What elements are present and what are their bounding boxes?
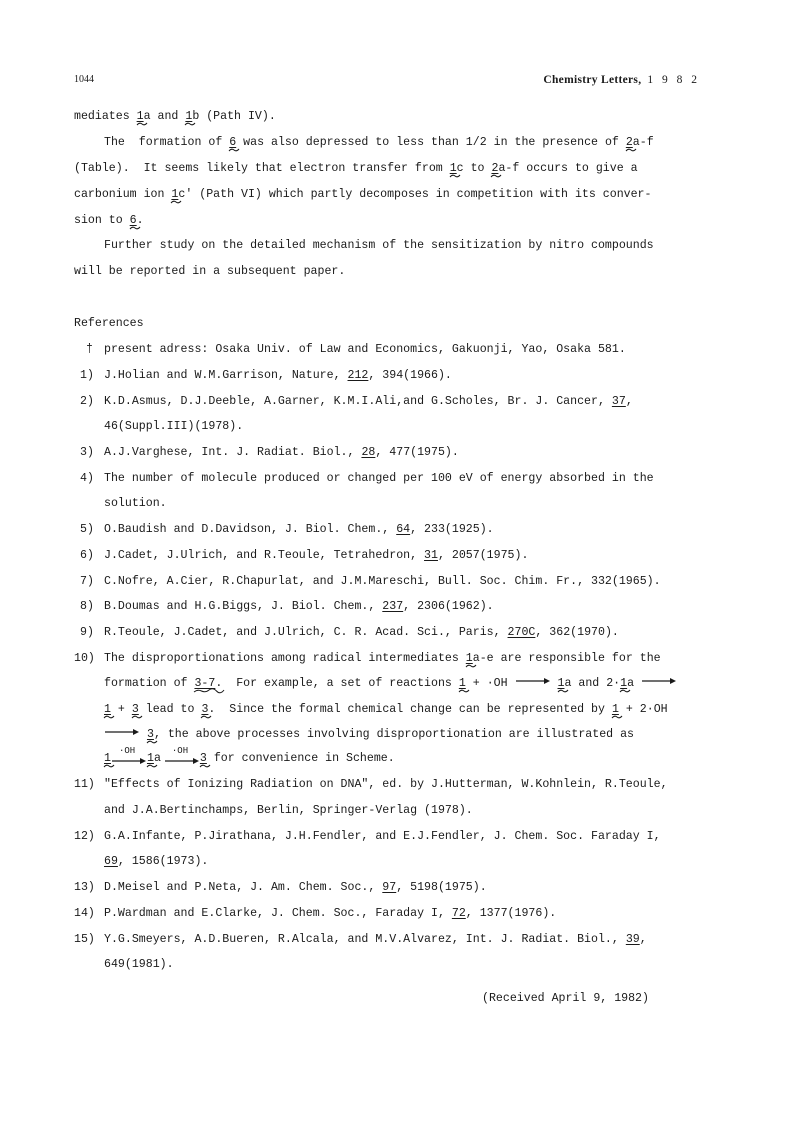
- compound-label: [459, 677, 466, 691]
- compound-label: [132, 703, 139, 717]
- reference-text: [104, 933, 647, 947]
- volume-number: 37: [611, 395, 626, 408]
- text: c to: [456, 162, 492, 175]
- tilde-mark: [132, 715, 142, 719]
- compound-label: [466, 652, 473, 666]
- reference-number: 15): [74, 933, 95, 946]
- text: D.Meisel and P.Neta, J. Am. Chem. Soc.,: [104, 881, 383, 894]
- text: , 5198(1975).: [396, 881, 487, 894]
- compound-number: 1: [620, 677, 628, 690]
- text: P.Wardman and E.Clarke, J. Chem. Soc., Faraday I,: [104, 907, 452, 920]
- compound-number: 1: [185, 110, 193, 123]
- compound-label: [130, 214, 137, 228]
- tilde-mark: [137, 122, 147, 126]
- journal-year: 1 9 8 2: [647, 74, 700, 86]
- text: sion to: [74, 214, 130, 227]
- compound-number: 1: [465, 652, 473, 665]
- compound-label: [612, 703, 619, 717]
- reference-text: [104, 600, 494, 614]
- reference-number: 14): [74, 907, 95, 920]
- reference-text-continued: solution.: [104, 497, 167, 510]
- reference-text-continued: [104, 855, 208, 869]
- journal-title: [543, 74, 700, 86]
- volume-number: 31: [424, 549, 438, 562]
- text: a-e are responsible for the: [472, 652, 661, 665]
- compound-number: 1: [449, 162, 457, 175]
- text: a-f: [632, 136, 654, 149]
- compound-label: [201, 703, 208, 717]
- compound-label: [626, 136, 633, 150]
- compound-number: 1: [136, 110, 144, 123]
- volume-number: 69: [104, 855, 118, 868]
- text: + 2·OH: [618, 703, 668, 716]
- reference-number: 1): [80, 369, 94, 382]
- body-line-2: [104, 136, 654, 150]
- tilde-mark: [491, 174, 501, 178]
- labeled-arrow: [164, 746, 200, 766]
- body-line-6: Further study on the detailed mechanism of the sensitization by nitro compounds: [104, 239, 654, 252]
- tilde-mark: [450, 174, 460, 178]
- reference-number: 12): [74, 830, 95, 843]
- tilde-mark: [459, 689, 469, 693]
- compound-label: [137, 110, 144, 124]
- reference-number: 6): [80, 549, 94, 562]
- radical-label: ·OH: [486, 677, 508, 690]
- reference-text: [104, 881, 487, 895]
- reaction-arrow-icon: [111, 757, 147, 765]
- text: R.Teoule, J.Cadet, and J.Ulrich, C. R. Acad. Sci., Paris,: [104, 626, 508, 639]
- compound-number: 1: [557, 677, 565, 690]
- volume-number: 72: [451, 907, 466, 920]
- volume-number: 39: [625, 933, 640, 946]
- compound-number: 3: [199, 752, 207, 765]
- reference-text-continued: 46(Suppl.III)(1978).: [104, 420, 244, 433]
- text: c' (Path VI) which partly decomposes in competition with its conver-: [178, 188, 652, 201]
- reference-text: [104, 652, 661, 666]
- reference-number: 3): [80, 446, 94, 459]
- reference-text-continued: 649(1981).: [104, 958, 174, 971]
- volume-number: 28: [361, 446, 376, 459]
- reference-number: 5): [80, 523, 94, 536]
- reference-number: 2): [80, 395, 94, 408]
- text: a and 2·: [564, 677, 621, 690]
- tilde-mark: [147, 740, 157, 744]
- volume-number: 237: [382, 600, 404, 613]
- tilde-mark: [620, 689, 630, 693]
- tilde-mark: [466, 664, 476, 668]
- page-number: 1044: [74, 74, 94, 85]
- compound-label: [147, 728, 154, 742]
- reaction-arrow-icon: [515, 677, 551, 685]
- tilde-mark: [147, 764, 157, 768]
- reference-text-continued: and J.A.Bertinchamps, Berlin, Springer-Verlag (1978).: [104, 804, 473, 817]
- reference-number: 10): [74, 652, 95, 665]
- text: J.Holian and W.M.Garrison, Nature,: [104, 369, 348, 382]
- volume-number: 64: [396, 523, 411, 536]
- compound-number: 1: [104, 703, 111, 716]
- body-line-3: [74, 162, 638, 176]
- reference-text-continued: [104, 728, 634, 742]
- text: , 2057(1975).: [437, 549, 529, 562]
- text: K.D.Asmus, D.J.Deeble, A.Garner, K.M.I.Ali,and G.Scholes, Br. J. Cancer,: [104, 395, 612, 408]
- volume-number: 97: [382, 881, 397, 894]
- text: lead to: [138, 703, 202, 716]
- reference-text: [104, 626, 619, 640]
- compound-number: 3: [131, 703, 139, 716]
- reference-text: [104, 907, 556, 921]
- body-line-5: [74, 214, 144, 228]
- references-heading: References: [74, 317, 144, 330]
- text: +: [110, 703, 132, 716]
- text: The disproportionations among radical intermediates: [104, 652, 466, 665]
- reference-number: 11): [74, 778, 95, 791]
- reference-marker: †: [86, 343, 93, 356]
- reference-text: present adress: Osaka Univ. of Law and Economics, Gakuonji, Yao, Osaka 581.: [104, 343, 626, 356]
- reaction-arrow-icon: [641, 677, 677, 685]
- compound-number: 1: [146, 752, 154, 765]
- compound-number: 6: [229, 136, 237, 149]
- reference-text: G.A.Infante, P.Jirathana, J.H.Fendler, and E.J.Fendler, J. Chem. Soc. Faraday I,: [104, 830, 661, 843]
- text: , 477(1975).: [375, 446, 459, 459]
- text: The formation of: [104, 136, 230, 149]
- compound-number: 2: [491, 162, 499, 175]
- body-line-7: will be reported in a subsequent paper.: [74, 265, 346, 278]
- radical-label: ·OH: [171, 746, 189, 756]
- compound-number: 1: [104, 752, 111, 765]
- reference-text: [104, 369, 452, 383]
- text: for convenience in Scheme.: [206, 752, 395, 765]
- body-line-1: [74, 110, 276, 124]
- reference-text: [104, 523, 494, 537]
- reference-number: 9): [80, 626, 94, 639]
- compound-range: [194, 677, 215, 691]
- reaction-arrow-icon: [104, 728, 140, 736]
- radical-label: ·OH: [118, 746, 136, 756]
- reference-text: [104, 395, 633, 409]
- compound-label: [491, 162, 498, 176]
- compound-number: 6: [129, 214, 137, 227]
- tilde-mark: [612, 715, 622, 719]
- text: A.J.Varghese, Int. J. Radiat. Biol.,: [104, 446, 362, 459]
- compound-number: 2: [625, 136, 633, 149]
- text: carbonium ion: [74, 188, 172, 201]
- reference-text: The number of molecule produced or changed per 100 eV of energy absorbed in the: [104, 472, 654, 485]
- text: , the above processes involving disproportionation are illustrated as: [153, 728, 634, 741]
- reference-text-continued: [104, 746, 395, 766]
- text: , 1377(1976).: [465, 907, 557, 920]
- reference-text: [104, 549, 528, 563]
- tilde-mark: [558, 689, 568, 693]
- tilde-mark: [626, 148, 636, 152]
- compound-label: [104, 752, 111, 766]
- text: B.Doumas and H.G.Biggs, J. Biol. Chem.,: [104, 600, 383, 613]
- text: . Since the formal chemical change can be represented by: [208, 703, 612, 716]
- tilde-mark: [130, 226, 140, 230]
- labeled-arrow: [111, 746, 147, 766]
- text: (Table). It seems likely that electron transfer from: [74, 162, 450, 175]
- compound-label: [200, 752, 207, 766]
- text: ,: [625, 395, 633, 408]
- compound-label: [104, 703, 111, 717]
- compound-number: 1: [611, 703, 619, 716]
- compound-number: 1: [458, 677, 466, 690]
- reference-number: 13): [74, 881, 95, 894]
- compound-label: [171, 188, 178, 202]
- tilde-mark: [104, 715, 114, 719]
- reference-text-continued: [104, 703, 668, 717]
- reference-number: 7): [80, 575, 94, 588]
- text: , 1586(1973).: [117, 855, 209, 868]
- text: .: [136, 214, 144, 227]
- tilde-mark: [201, 715, 211, 719]
- compound-label: [185, 110, 192, 124]
- reference-text: [104, 446, 459, 460]
- text: , 2306(1962).: [403, 600, 494, 613]
- tilde-mark: [194, 689, 224, 693]
- text: ,: [639, 933, 647, 946]
- reference-text: "Effects of Ionizing Radiation on DNA", ed. by J.Hutterman, W.Kohnlein, R.Teoule,: [104, 778, 668, 791]
- reference-number: 4): [80, 472, 94, 485]
- text: a: [153, 752, 161, 765]
- text: a and: [143, 110, 186, 123]
- compound-label: [229, 136, 236, 150]
- text: a-f occurs to give a: [498, 162, 638, 175]
- text: formation of: [104, 677, 195, 690]
- text: Y.G.Smeyers, A.D.Bueren, R.Alcala, and M.V.Alvarez, Int. J. Radiat. Biol.,: [104, 933, 626, 946]
- volume-number: 270C: [507, 626, 536, 639]
- journal-name: Chemistry Letters,: [543, 74, 642, 86]
- compound-label: [558, 677, 565, 691]
- tilde-mark: [200, 764, 210, 768]
- text: a: [627, 677, 635, 690]
- reference-text-continued: [104, 677, 677, 691]
- compound-label: [450, 162, 457, 176]
- text: , 394(1966).: [368, 369, 452, 382]
- tilde-mark: [229, 148, 239, 152]
- received-date: (Received April 9, 1982): [482, 992, 649, 1005]
- tilde-mark: [185, 122, 195, 126]
- compound-number: 3-7: [194, 677, 216, 690]
- compound-number: 3: [201, 703, 209, 716]
- text: +: [465, 677, 487, 690]
- volume-number: 212: [347, 369, 369, 382]
- text: mediates: [74, 110, 137, 123]
- text: J.Cadet, J.Ulrich, and R.Teoule, Tetrahedron,: [104, 549, 425, 562]
- tilde-mark: [171, 200, 181, 204]
- compound-number: 1: [171, 188, 179, 201]
- text: was also depressed to less than 1/2 in the presence of: [236, 136, 626, 149]
- reference-text: C.Nofre, A.Cier, R.Chapurlat, and J.M.Mareschi, Bull. Soc. Chim. Fr., 332(1965).: [104, 575, 661, 588]
- text: O.Baudish and D.Davidson, J. Biol. Chem.,: [104, 523, 397, 536]
- compound-number: 3: [146, 728, 154, 741]
- body-line-4: [74, 188, 651, 202]
- reaction-arrow-icon: [164, 757, 200, 765]
- compound-label: [620, 677, 627, 691]
- reference-number: 8): [80, 600, 94, 613]
- page-header: [74, 74, 700, 88]
- text: , 233(1925).: [410, 523, 494, 536]
- text: , 362(1970).: [535, 626, 619, 639]
- text: b (Path IV).: [192, 110, 276, 123]
- text: . For example, a set of reactions: [215, 677, 459, 690]
- compound-label: [147, 752, 154, 766]
